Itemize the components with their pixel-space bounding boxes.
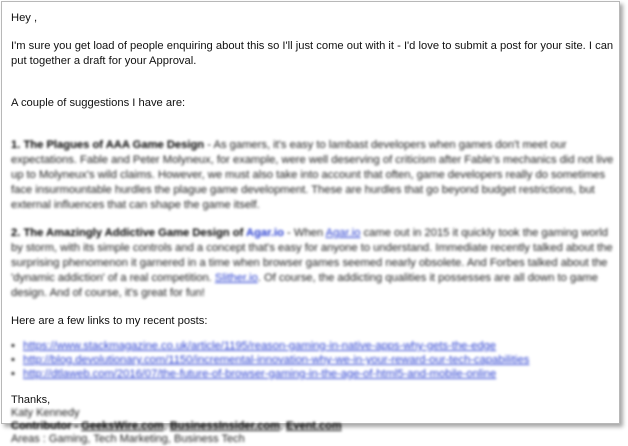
contributor-label: Contributor - xyxy=(11,420,79,432)
list-item xyxy=(11,353,615,367)
intro-paragraph: I'm sure you get load of people enquiring about this so I'll just come out with it - I'd love to submit a post for your site. I can put together a draft for your Approval. xyxy=(11,40,614,67)
suggestion-2 xyxy=(11,226,615,301)
contributor-line: Contributor - GeeksWire.com, BusinessInsider.com, Event.com xyxy=(11,420,342,432)
suggestion-1-number: 1. xyxy=(11,139,21,151)
links-intro: Here are a few links to my recent posts: xyxy=(11,315,208,327)
suggestion-2-number: 2. xyxy=(11,227,21,239)
recent-posts-list xyxy=(11,339,615,381)
recent-post-link-3[interactable]: http://dtlaweb.com/2016/07/the-future-of-browser-gaming-in-the-age-of-html5-and-mobile-online xyxy=(23,368,497,380)
sender-name: Katy Kennedy xyxy=(11,407,80,419)
email-window xyxy=(1,1,620,445)
interest-areas: Areas : Gaming, Tech Marketing, Business Tech xyxy=(11,433,245,445)
signoff: Thanks, xyxy=(11,394,51,406)
contributor-link-1[interactable]: GeeksWire.com xyxy=(81,420,164,432)
signature xyxy=(11,407,615,446)
contributor-link-2[interactable]: BusinessInsider.com xyxy=(169,420,280,432)
suggestion-1-body: - As gamers, it's easy to lambast developers when games don't meet our expectations. Fable and Peter Molyneux, for example, were well deserving of criticism after Fable's mechanics did not live up to Molyneux's wild claims. However, we must also take into account that often, game developers really do sometimes face insurmountable hurdles the plague game development. These are hurdles that go beyond budget restrictions, but external influences that can shape the game itself. xyxy=(11,139,614,211)
agar-link[interactable]: Agar.io xyxy=(325,227,361,239)
contributor-link-3[interactable]: Event.com xyxy=(286,420,342,432)
list-item xyxy=(11,367,615,381)
suggestions-intro: A couple of suggestions I have are: xyxy=(11,97,186,109)
suggestion-2-body: came out in 2015 it quickly took the gaming world by storm, with its simple controls and a concept that's easy for anyone to understand. Immediate recently talked about the surprising phenomenon it garnered in a time when browser games seemed nearly obsolete. And Forbes talked about the 'dynamic addiction' of a real competition. xyxy=(11,227,613,284)
greeting: Hey , xyxy=(11,12,38,24)
recent-post-link-1[interactable]: https://www.stackmagazine.co.uk/article/1195/reason-gaming-in-native-apps-why-gets-the-edge xyxy=(23,340,497,352)
suggestion-2-body-end: . Of course, the addicting qualities it possesses are all down to game design. And of course, it's great for fun! xyxy=(11,272,598,299)
recent-post-link-2[interactable]: http://blog.devolutionary.com/1150/incremental-innovation-why-we-in-your-reward-our-tech-capabilities xyxy=(23,354,530,366)
suggestion-2-title-link[interactable]: Agar.io xyxy=(246,227,284,239)
suggestion-2-title: The Amazingly Addictive Game Design of xyxy=(23,227,244,239)
email-body xyxy=(11,11,615,446)
slither-link[interactable]: Slither.io xyxy=(214,272,258,284)
suggestion-1 xyxy=(11,138,615,213)
suggestion-1-title: The Plagues of AAA Game Design xyxy=(23,139,205,151)
list-item xyxy=(11,339,615,353)
suggestion-2-body-start: - When xyxy=(287,227,324,239)
